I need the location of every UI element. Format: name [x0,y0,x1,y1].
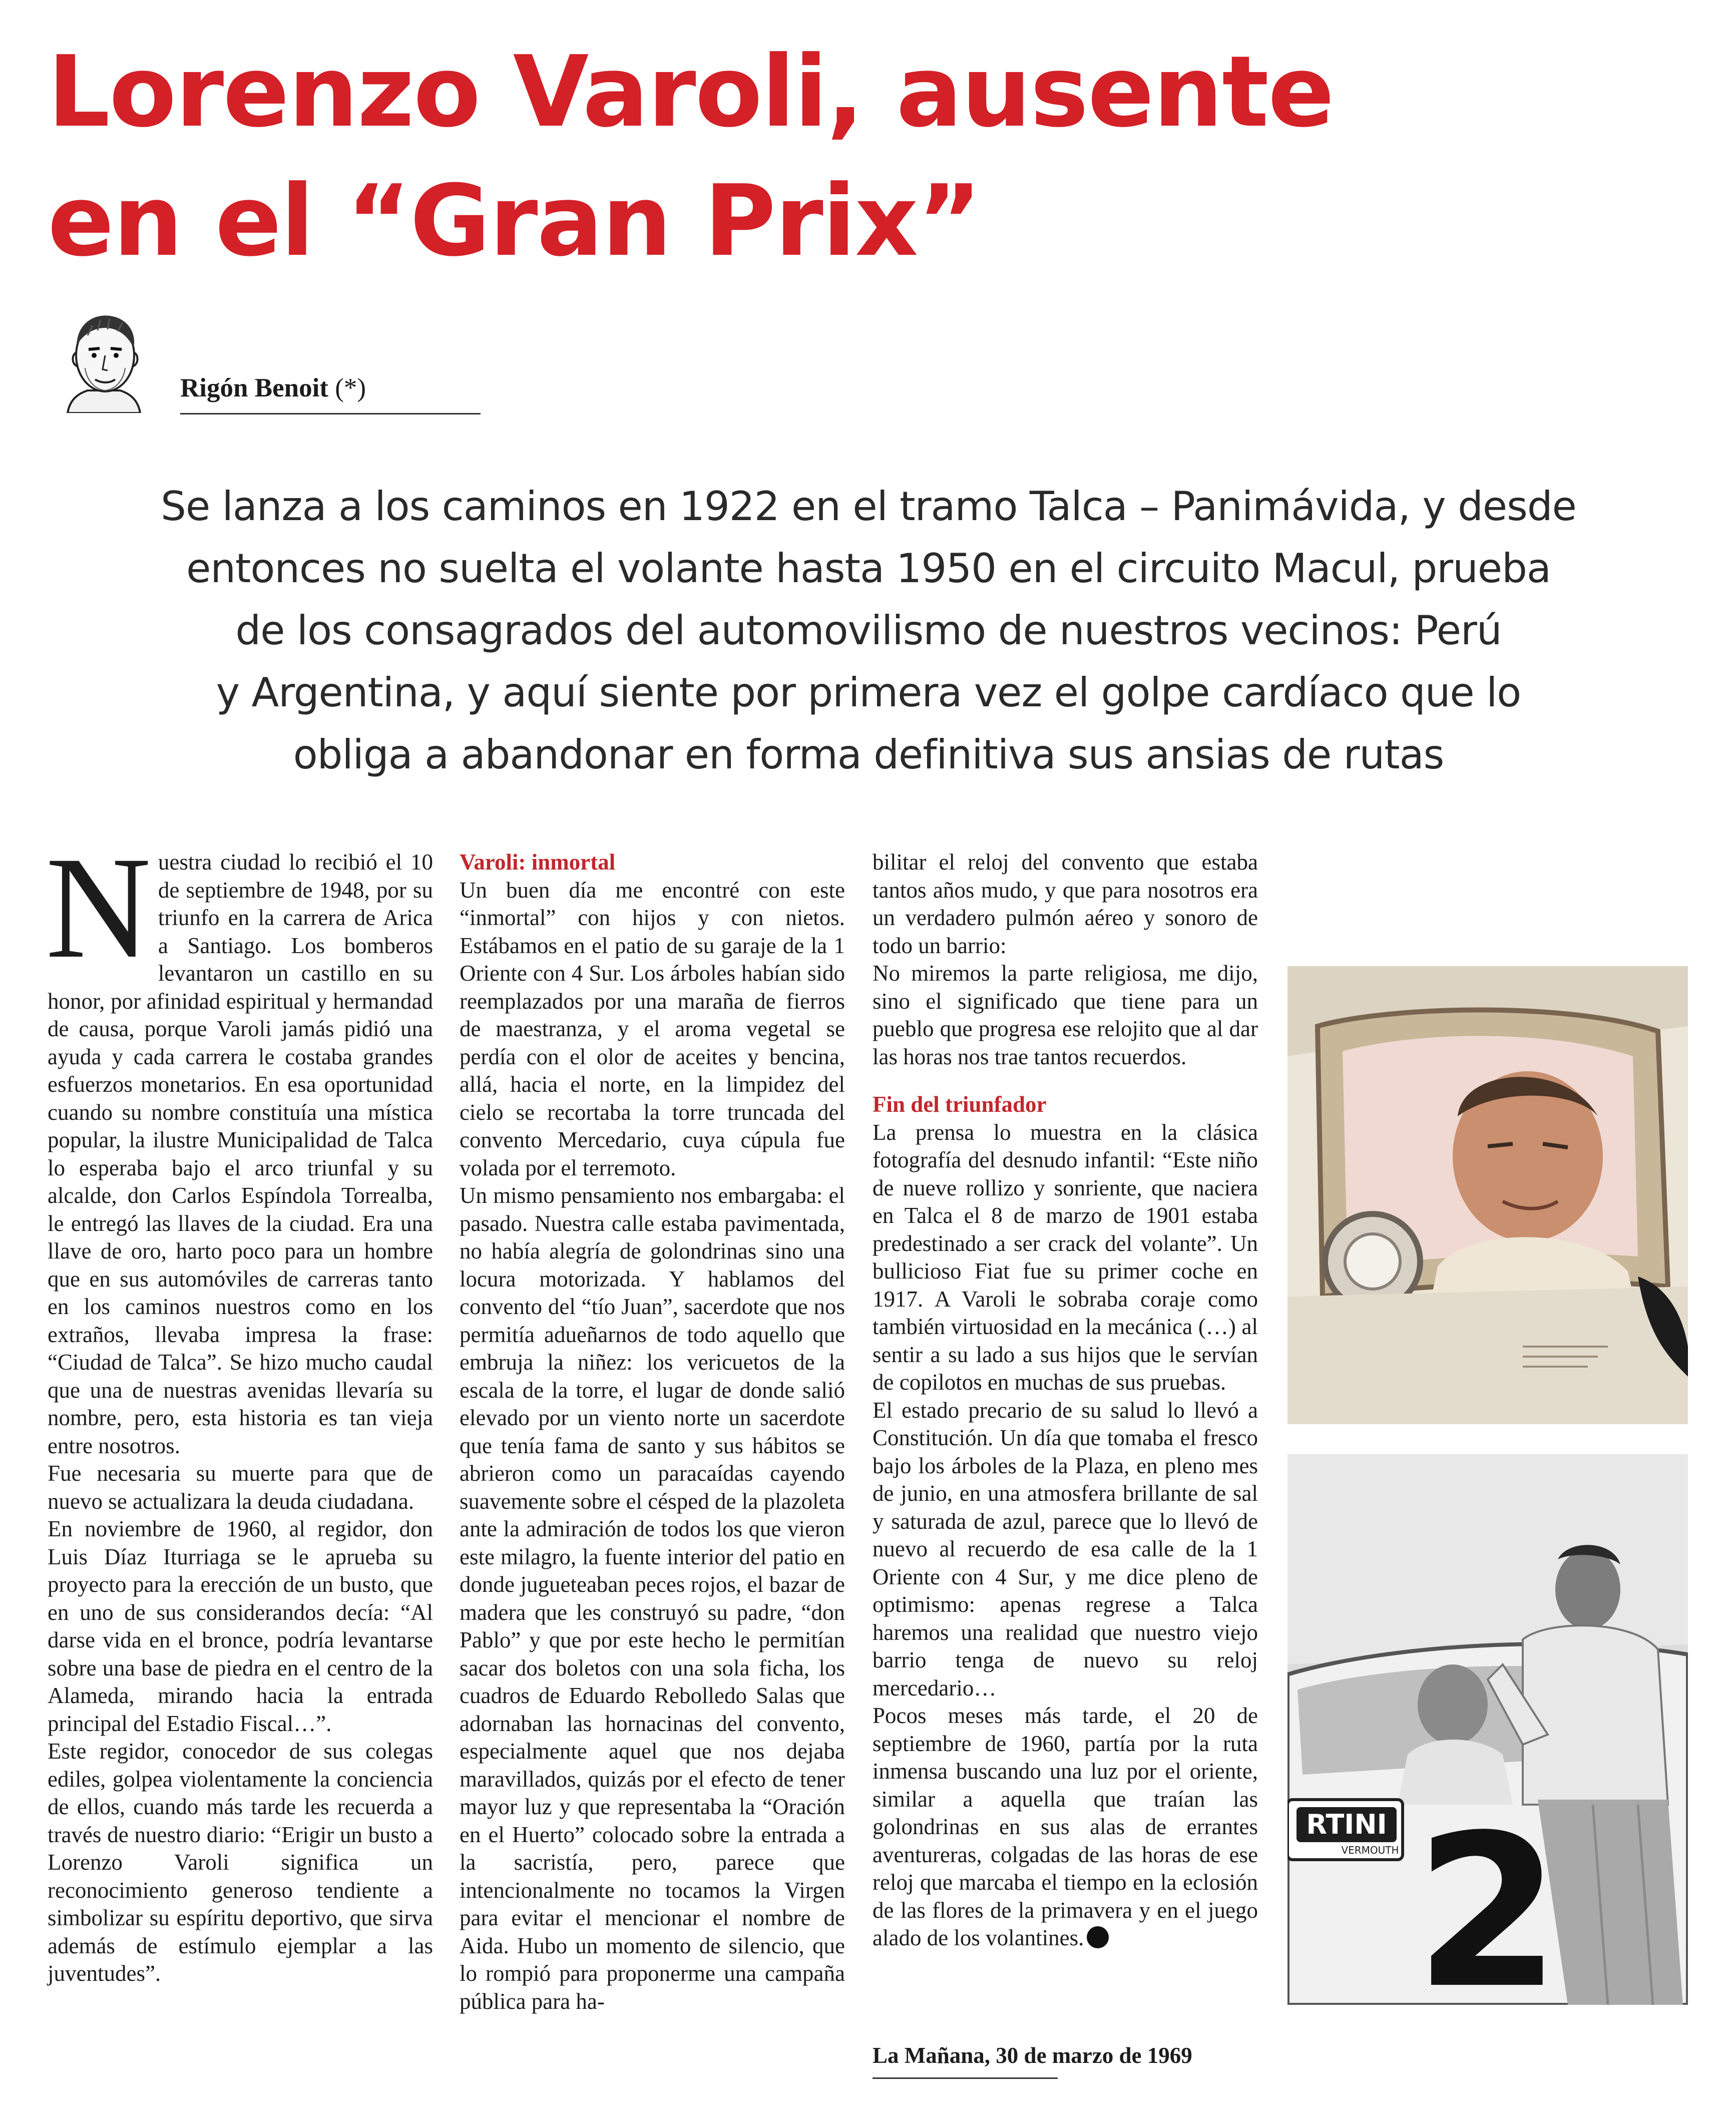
col1-paragraph-1-text: uestra ciudad lo recibió el 10 de septiembre de 1948, por su triunfo en la carrera de Arica a Santiago. Los bomberos levantaron un castillo en su honor, por afinidad espiritual y hermandad de causa, porque Varoli jamás pidió una ayuda y cada carrera le costaba grandes esfuerzos monetarios. En esa oportunidad cuando su nombre constituía una mística popular, la ilustre Municipalidad de Talca lo esperaba bajo el arco triunfal y su alcalde, don Carlos Espíndola Torrealba, le entregó las llaves de la ciudad. Era una llave de oro, harto poco para un hombre que en sus automóviles de carreras tanto en los caminos nuestros como en los extraños, llevaba impresa la frase: “Ciudad de Talca”. Se hizo mucho caudal que una de nuestras avenidas llevaría su nombre, pero, esta historia es tan vieja entre nosotros. [48,850,433,1458]
col3-paragraph-1: bilitar el reloj del convento que estaba tantos años mudo, y que para nosotros era un verdadero pulmón aéreo y sonoro de todo un barrio: [873,850,1258,958]
lead-line-4: y Argentina, y aquí siente por primera vez el golpe cardíaco que lo [216,669,1521,716]
col1-paragraph-1 [46,827,433,1460]
article-column-1 [46,827,433,1988]
car-number: 2 [1414,1790,1561,2005]
author-name-text: Rigón Benoit [180,373,328,402]
author-underline [180,413,481,414]
drop-cap: N [46,827,151,989]
source-underline [873,2077,1058,2079]
headline [48,28,1549,286]
article-column-2 [460,848,845,2015]
martini-sign-text: RTINI [1306,1809,1387,1840]
col1-paragraph-2: Fue necesaria su muerte para que de nuevo se actualizara la deuda ciudadana. [48,1461,433,1514]
source-credit: La Mañana, 30 de marzo de 1969 [873,2043,1192,2068]
end-of-article-dot-icon [1087,1926,1109,1948]
col1-paragraph-3: En noviembre de 1960, al regidor, don Luis Díaz Iturriaga se le aprueba su proyecto para la erección de un busto, que en uno de sus considerandos decía: “Al darse vida en el bronce, podría levantarse sobre una base de piedra en el centro de la Alameda, mirando hacia la entrada principal del Estadio Fiscal…”. [48,1516,433,1736]
headline-line-2: en el “Gran Prix” [48,164,981,278]
photo-varoli-race-car-number-two [1287,1454,1688,2005]
photo-varoli-in-car [1287,966,1688,1424]
lead-paragraph [40,476,1697,786]
author-footnote-mark: (*) [335,373,366,402]
lead-line-5: obliga a abandonar en forma definitiva sus ansias de rutas [293,731,1444,778]
headline-line-1: Lorenzo Varoli, ausente [48,35,1334,149]
col2-paragraph-1: Un buen día me encontré con este “inmortal” con hijos y con nietos. Estábamos en el patio de su garaje de la 1 Oriente con 4 Sur. Los árboles habían sido reemplazados por una maraña de fierros de maestranza, y el aroma vegetal se perdía con el olor de aceites y bencina, allá, hacia el norte, en la limpidez del cielo se recortaba la torre truncada del convento Mercedario, cuya cúpula fue volada por el terremoto. [460,877,845,1180]
section-gap [873,1071,1258,1091]
subhead-fin-del-triunfador: Fin del triunfador [873,1092,1047,1117]
col3-paragraph-4: El estado precario de su salud lo llevó a Constitución. Un día que tomaba el fresco bajo los árboles de la Plaza, en pleno mes de junio, en una atmosfera brillante de sal y saturada de azul, parece que lo llevó de nuevo al recuerdo de esa calle de la 1 Oriente con 4 Sur, y me dice pleno de optimismo: apenas regrese a Talca haremos una realidad que nuestro viejo barrio tenga de nuevo su reloj mercedario… [873,1397,1258,1701]
col3-paragraph-5-text: Pocos meses más tarde, el 20 de septiembre de 1960, partía por la ruta inmensa buscando una luz por el oriente, similar a aquella que traían las golondrinas en sus alas de errantes aventureras, colgadas de las horas de ese reloj que marcaba el tiempo en la eclosión de las flores de la primavera y en el juego alado de los volantines. [873,1703,1258,1950]
author-portrait [58,305,150,413]
col3-paragraph-2: No miremos la parte religiosa, me dijo, sino el significado que tiene para un pueblo que progresa ese relojito que al dar las horas nos trae tantos recuerdos. [873,961,1258,1069]
lead-line-3: de los consagrados del automovilismo de nuestros vecinos: Perú [235,607,1502,654]
lead-line-2: entonces no suelta el volante hasta 1950 en el circuito Macul, prueba [186,545,1551,592]
col3-paragraph-5 [873,1702,1258,1952]
author-name [180,373,366,403]
col2-paragraph-2: Un mismo pensamiento nos embargaba: el pasado. Nuestra calle estaba pavimentada, no había alegría de golondrinas sino una locura motorizada. Y hablamos del convento del “tío Juan”, sacerdote que nos permitía adueñarnos de todo aquello que embruja la niñez: los vericuetos de la escala de la torre, el lugar de donde salió elevado por un viento norte un sacerdote que tenía fama de santo y sus hábitos se abrieron como un paracaídas cayendo suavemente sobre el césped de la plazoleta ante la admiración de todos los que vieron este milagro, la fuente interior del patio en donde jugueteaban peces rojos, el bazar de madera que les construyó su padre, “don Pablo” y que por este hecho le permitían sacar dos boletos con una sola ficha, los cuadros de Eduardo Rebolledo Salas que adornaban las hornacinas del convento, especialmente aquel que nos dejaba maravillados, quizás por el efecto de tener mayor luz y que representaba la “Oración en el Huerto” colocado sobre la entrada a la sacristía, pero, parece que intencionalmente no tocamos la Virgen para evitar el mencionar el nombre de Aida. Hubo un momento de silencio, que lo rompió para proponerme una campaña pública para ha- [460,1183,845,2014]
col3-paragraph-3: La prensa lo muestra en la clásica fotografía del desnudo infantil: “Este niño de nueve rollizo y sonriente, que naciera en Talca el 8 de marzo de 1901 estaba predestinado a ser crack del volante”. Un bullicioso Fiat fue su primer coche en 1917. A Varoli le sobraba coraje como también virtuosidad en la mecánica (…) al sentir a su lado a sus hijos que le servían de copilotos en muchas de sus pruebas. [873,1119,1258,1395]
martini-sign-subtext: VERMOUTH [1341,1844,1399,1856]
col1-paragraph-4: Este regidor, conocedor de sus colegas ediles, golpea violentamente la conciencia de ellos, cuando más tarde les recuerda a través de nuestro diario: “Erigir un busto a Lorenzo Varoli significa un reconocimiento generoso tendiente a simbolizar su espíritu deportivo, que sirva además de estímulo ejemplar a las juventudes”. [48,1739,433,1986]
subhead-inmortal: Varoli: inmortal [460,850,616,875]
lead-line-1: Se lanza a los caminos en 1922 en el tramo Talca – Panimávida, y desde [161,483,1576,530]
article-column-3 [873,848,1258,1952]
author-byline [58,305,428,418]
